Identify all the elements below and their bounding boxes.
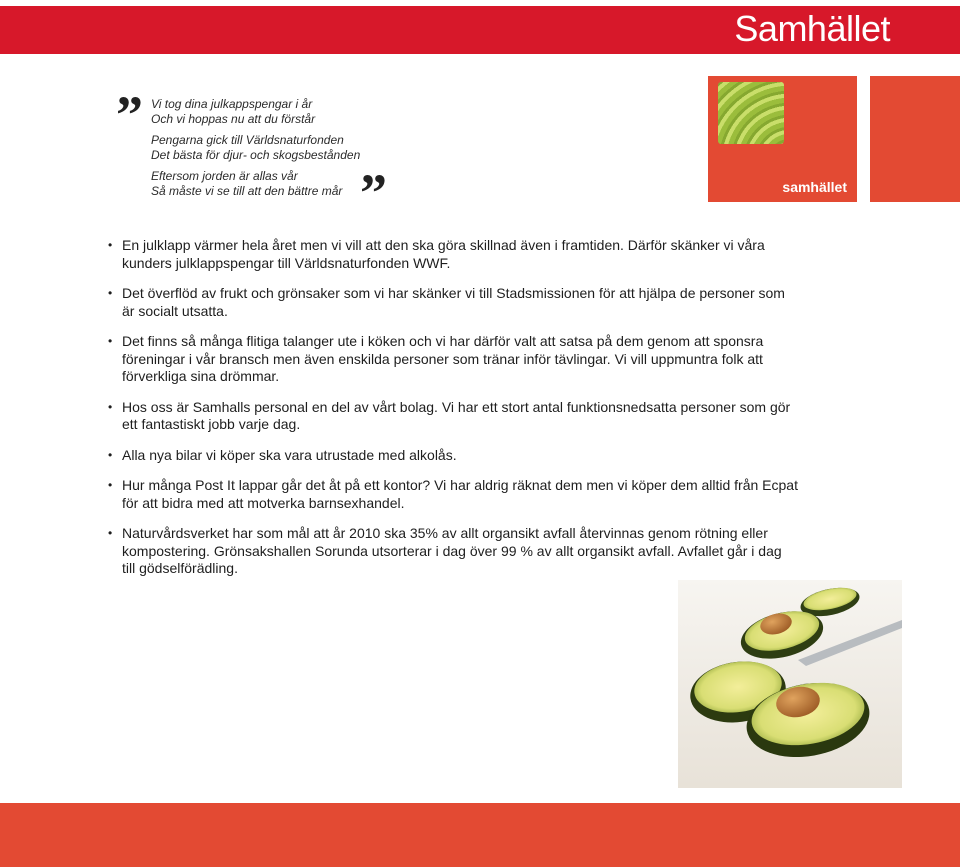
bullet-list — [108, 237, 798, 578]
list-item: • En julklapp värmer hela året men vi vill att den ska göra skillnad även i framtiden. Därför skänker vi våra kunders julklappspengar till Världsnaturfonden WWF. — [108, 237, 798, 272]
list-item: • Det finns så många flitiga talanger ute i köken och vi har därför valt att satsa på dem genom att sponsra föreningar i vår bransch men även enskilda personer som tränar inför tävlingar. Vi vill uppmuntra folk att förverkliga sina drömmar. — [108, 333, 798, 386]
poem-line: Vi tog dina julkappspengar i år — [151, 97, 313, 111]
poem-line: Pengarna gick till Världsnaturfonden — [151, 133, 344, 147]
avocado-illustration — [678, 580, 902, 788]
poem-line: Så måste vi se till att den bättre mår — [151, 184, 343, 198]
field-thumbnail-image — [718, 82, 784, 144]
section-feature-box — [708, 76, 857, 202]
list-item: • Naturvårdsverket har som mål att år 2010 ska 35% av allt organsikt avfall återvinnas genom rötning eller kompostering. Grönsakshallen Sorunda utsorterar i dag över 99 % av allt organsikt avfall. Avfallet går i dag till gödselförädling. — [108, 525, 798, 578]
quote-close-icon: ” — [360, 163, 387, 223]
feature-box-label: samhället — [782, 179, 847, 195]
poem-line: Det bästa för djur- och skogsbestånden — [151, 148, 361, 162]
list-item: • Det överflöd av frukt och grönsaker som vi har skänker vi till Stadsmissionen för att hjälpa de personer som är socialt utsatta. — [108, 285, 798, 320]
list-item: • Hur många Post It lappar går det åt på ett kontor? Vi har aldrig räknat dem men vi köper dem alltid från Ecpat för att bidra med att motverka barnsexhandel. — [108, 477, 798, 512]
poem-lines — [151, 97, 360, 199]
avocado-photo — [678, 580, 902, 788]
quote-open-icon: ” — [116, 85, 143, 145]
side-accent-box — [870, 76, 960, 202]
poem-line: Eftersom jorden är allas vår — [151, 169, 298, 183]
list-item: • Alla nya bilar vi köper ska vara utrustade med alkolås. — [108, 447, 798, 465]
list-item: • Hos oss är Samhalls personal en del av vårt bolag. Vi har ett stort antal funktionsnedsatta personer som gör ett fantastiskt jobb varje dag. — [108, 399, 798, 434]
footer-bar — [0, 803, 960, 867]
poem-line: Och vi hoppas nu att du förstår — [151, 112, 316, 126]
page-title: Samhället — [734, 8, 890, 49]
